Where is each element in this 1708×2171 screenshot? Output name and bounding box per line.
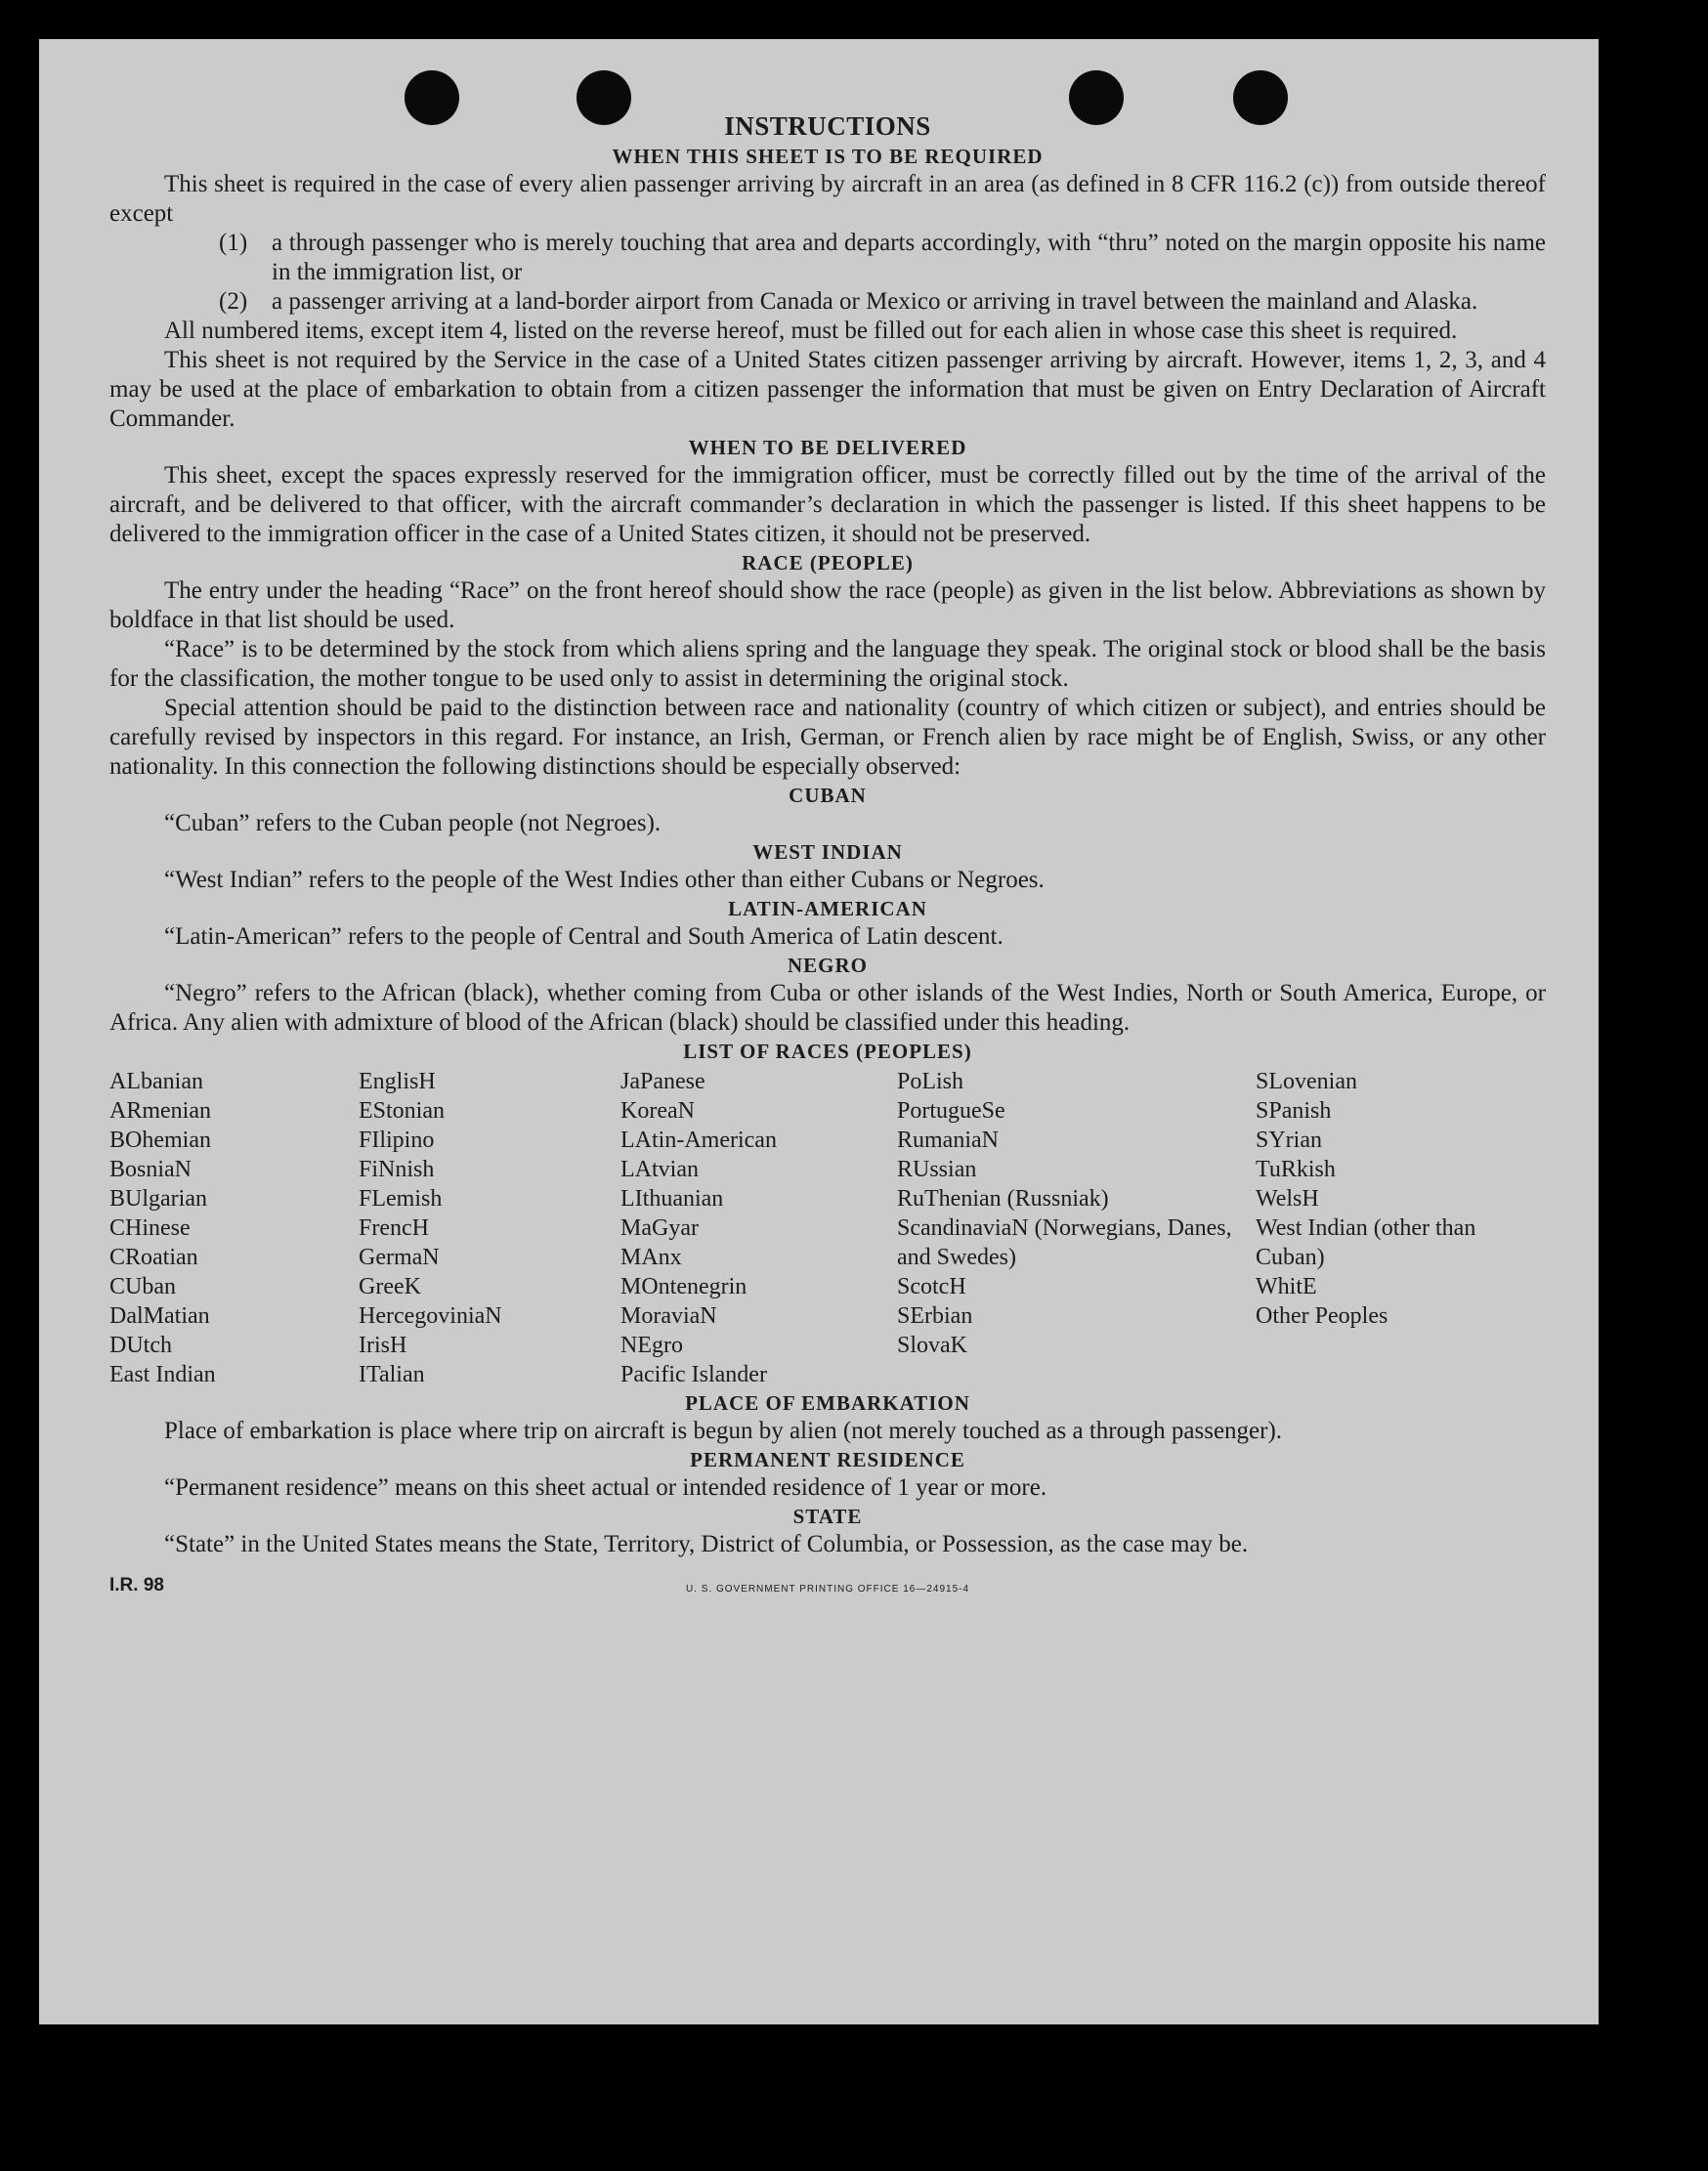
race-entry: NEgro (620, 1333, 683, 1358)
race-entry: ScotcH (897, 1274, 966, 1299)
race-entry: Other Peoples (1256, 1303, 1388, 1329)
race-entry: JaPanese (620, 1069, 705, 1094)
latin-american-definition: “Latin-American” refers to the people of Central and South America of Latin descent. (164, 923, 1003, 950)
exception-item (219, 287, 1546, 317)
race-entry: FLemish (359, 1186, 443, 1212)
exception-number: (2) (219, 288, 248, 315)
race-entry: RuThenian (Russniak) (897, 1186, 1109, 1212)
heading-race: RACE (PEOPLE) (742, 551, 914, 575)
race-entry: RumaniaN (897, 1128, 999, 1153)
page-footer (109, 1571, 1546, 1610)
race-paragraph-3: Special attention should be paid to the distinction between race and nationality (country of which citizen or subject), and entries should be carefully revised by inspectors in this regard. For instance, an Irish, German, or French alien by race might be of English, Swiss, or any other nationality. In this connection the following distinctions should be especially observed: (109, 695, 1546, 780)
races-column (897, 1067, 1256, 1389)
race-entry: MAnx (620, 1245, 682, 1270)
race-entry: SYrian (1256, 1128, 1322, 1153)
race-entry: PoLish (897, 1069, 964, 1094)
race-entry: CHinese (109, 1215, 191, 1241)
race-entry: FrencH (359, 1215, 429, 1241)
race-entry: HercegoviniaN (359, 1303, 502, 1329)
race-entry: SLovenian (1256, 1069, 1357, 1094)
race-entry: Pacific Islander (620, 1362, 767, 1387)
races-list (109, 1067, 1546, 1389)
instructions-content (109, 109, 1546, 1610)
race-entry: FIlipino (359, 1128, 435, 1153)
race-entry: CRoatian (109, 1245, 198, 1270)
race-entry: BOhemian (109, 1128, 211, 1153)
numbered-items-paragraph: All numbered items, except item 4, listed on the reverse hereof, must be filled out for each alien in whose case this sheet is required. (164, 318, 1458, 344)
race-entry: ARmenian (109, 1098, 211, 1124)
races-column (1256, 1067, 1546, 1389)
race-entry: SPanish (1256, 1098, 1332, 1124)
race-entry: ALbanian (109, 1069, 203, 1094)
heading-cuban: CUBAN (789, 784, 867, 807)
printer-imprint: U. S. GOVERNMENT PRINTING OFFICE 16—24915-4 (685, 1584, 970, 1595)
heading-embarkation: PLACE OF EMBARKATION (685, 1391, 970, 1415)
race-entry: KoreaN (620, 1098, 695, 1124)
race-paragraph-2: “Race” is to be determined by the stock from which aliens spring and the language they speak. The original stock or blood shall be the basis for the classification, the mother tongue to be used only to assist in determining the original stock. (109, 636, 1546, 692)
heading-latin-american: LATIN-AMERICAN (728, 897, 927, 920)
when-delivered-paragraph: This sheet, except the spaces expressly reserved for the immigration officer, must be correctly filled out by the time of the arrival of the aircraft, and be delivered to that officer, with the aircraft commander’s declaration in which the passenger is listed. If this sheet happens to be delivered to the immigration officer in the case of a United States citizen, it should not be preserved. (109, 462, 1546, 547)
cuban-definition: “Cuban” refers to the Cuban people (not Negroes). (164, 810, 662, 836)
exception-item (219, 229, 1546, 287)
embarkation-definition: Place of embarkation is place where trip on aircraft is begun by alien (not merely touched as a through passenger). (164, 1418, 1283, 1444)
race-entry: MaGyar (620, 1215, 699, 1241)
heading-list-of-races: LIST OF RACES (PEOPLES) (683, 1040, 972, 1063)
exception-text: a through passenger who is merely touching that area and departs accordingly, with “thru” noted on the margin opposite his name in the immigration list, or (272, 230, 1546, 285)
heading-permanent-residence: PERMANENT RESIDENCE (690, 1448, 965, 1471)
citizen-passenger-paragraph: This sheet is not required by the Service in the case of a United States citizen passenger arriving by aircraft. However, items 1, 2, 3, and 4 may be used at the place of embarkation to obtain from a citizen passenger the information that must be given on Entry Declaration of Aircraft Commander. (109, 347, 1546, 432)
race-entry: East Indian (109, 1362, 216, 1387)
negro-definition: “Negro” refers to the African (black), whether coming from Cuba or other islands of the West Indies, North or South America, Europe, or Africa. Any alien with admixture of blood of the African (black) should be classified under this heading. (109, 980, 1546, 1036)
heading-when-required: WHEN THIS SHEET IS TO BE REQUIRED (612, 145, 1044, 168)
race-entry: FiNnish (359, 1157, 435, 1182)
race-entry: MOntenegrin (620, 1274, 747, 1299)
heading-state: STATE (792, 1505, 863, 1528)
west-indian-definition: “West Indian” refers to the people of the West Indies other than either Cubans or Negroes. (164, 867, 1045, 893)
race-entry: PortugueSe (897, 1098, 1005, 1124)
form-number: I.R. 98 (109, 1575, 164, 1596)
race-entry: SErbian (897, 1303, 973, 1329)
race-entry: ITalian (359, 1362, 425, 1387)
race-entry: EStonian (359, 1098, 445, 1124)
state-definition: “State” in the United States means the State, Territory, District of Columbia, or Possession, as the case may be. (164, 1531, 1249, 1557)
race-entry: MoraviaN (620, 1303, 717, 1329)
race-entry: LIthuanian (620, 1186, 724, 1212)
exception-number: (1) (219, 230, 248, 256)
race-entry: BosniaN (109, 1157, 192, 1182)
races-column (109, 1067, 359, 1389)
race-entry: LAtin-American (620, 1128, 777, 1153)
residence-definition: “Permanent residence” means on this sheet actual or intended residence of 1 year or more. (164, 1474, 1047, 1501)
race-entry: DalMatian (109, 1303, 210, 1329)
heading-when-delivered: WHEN TO BE DELIVERED (688, 436, 967, 459)
races-column (359, 1067, 620, 1389)
races-column (620, 1067, 897, 1389)
race-entry: WhitE (1256, 1274, 1317, 1299)
race-paragraph-1: The entry under the heading “Race” on the front hereof should show the race (people) as given in the list below. Abbreviations as shown by boldface in that list should be used. (109, 577, 1546, 633)
document-sheet (39, 39, 1599, 2024)
race-entry: DUtch (109, 1333, 172, 1358)
exception-text: a passenger arriving at a land-border airport from Canada or Mexico or arriving in travel between the mainland and Alaska. (272, 288, 1478, 315)
race-entry: LAtvian (620, 1157, 699, 1182)
race-entry: GreeK (359, 1274, 421, 1299)
race-entry: West Indian (other than Cuban) (1256, 1215, 1476, 1270)
page-title: INSTRUCTIONS (724, 111, 931, 141)
race-entry: GermaN (359, 1245, 440, 1270)
heading-negro: NEGRO (787, 954, 868, 977)
when-required-intro: This sheet is required in the case of every alien passenger arriving by aircraft in an area (as defined in 8 CFR 116.2 (c)) from outside thereof except (109, 171, 1546, 227)
race-entry: BUlgarian (109, 1186, 207, 1212)
race-entry: ScandinaviaN (Norwegians, Danes, and Swedes) (897, 1215, 1232, 1270)
race-entry: IrisH (359, 1333, 407, 1358)
race-entry: SlovaK (897, 1333, 967, 1358)
race-entry: CUban (109, 1274, 176, 1299)
race-entry: TuRkish (1256, 1157, 1336, 1182)
race-entry: RUssian (897, 1157, 977, 1182)
race-entry: WelsH (1256, 1186, 1319, 1212)
heading-west-indian: WEST INDIAN (752, 840, 903, 864)
race-entry: EnglisH (359, 1069, 436, 1094)
